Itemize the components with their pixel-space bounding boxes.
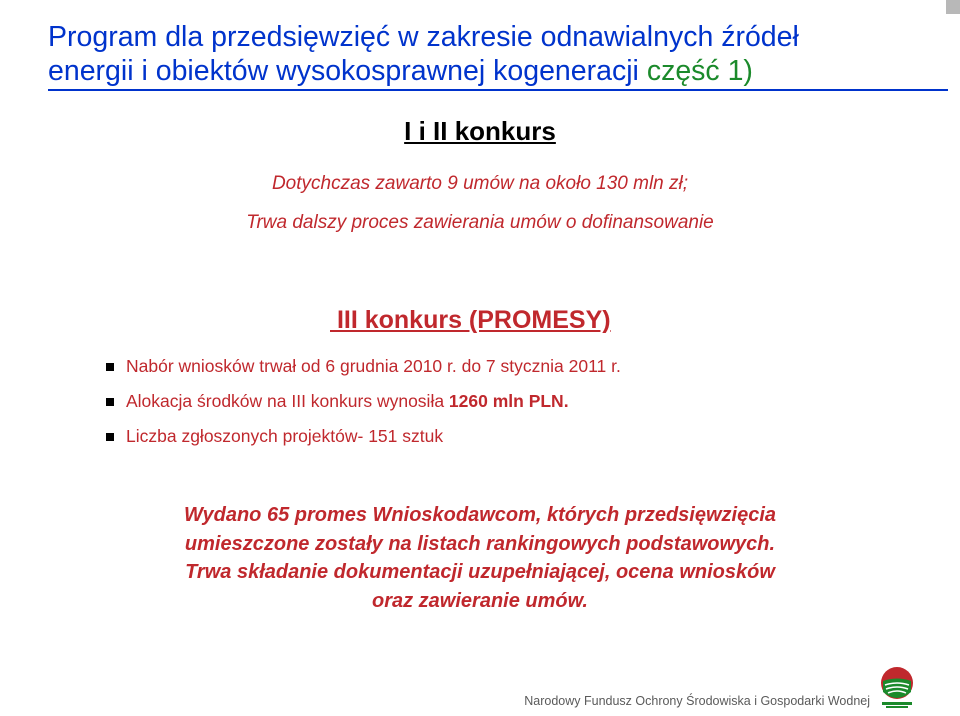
corner-marker <box>946 0 960 14</box>
summary-line: Wydano 65 promes Wnioskodawcom, których przedsięwzięcia <box>183 504 777 526</box>
title-part-label: część 1) <box>646 55 753 87</box>
square-bullet-icon <box>106 363 114 371</box>
bullet-list <box>104 356 621 461</box>
nfosigw-logo-icon <box>878 666 916 710</box>
section-1-line-2: Trwa dalszy proces zawierania umów o dofinansowanie <box>246 212 714 233</box>
title-line-2-main: energii i obiektów wysokosprawnej kogeneracji <box>48 55 647 87</box>
section-1-heading: I i II konkurs <box>404 116 556 146</box>
summary-paragraph <box>0 501 960 615</box>
slide-title <box>48 20 948 91</box>
bullet-text: Liczba zgłoszonych projektów- 151 sztuk <box>126 426 444 446</box>
bullet-item <box>104 426 621 461</box>
bullet-item <box>104 391 621 426</box>
summary-line: oraz zawieranie umów. <box>372 589 588 612</box>
bullet-item <box>104 356 621 391</box>
bullet-bold-text: 1260 mln PLN. <box>448 391 569 411</box>
section-2-heading: III konkurs (PROMESY) <box>330 306 611 334</box>
square-bullet-icon <box>106 398 114 406</box>
title-line-1: Program dla przedsięwzięć w zakresie odnawialnych źródeł <box>48 21 799 53</box>
square-bullet-icon <box>106 433 114 441</box>
summary-line: umieszczone zostały na listach rankingowych podstawowych. <box>184 532 776 555</box>
section-1-line-1: Dotychczas zawarto 9 umów na około 130 mln zł; <box>271 173 689 194</box>
title-line-2 <box>48 54 948 88</box>
bullet-text: Nabór wniosków trwał od 6 grudnia 2010 r. do 7 stycznia 2011 r. <box>126 356 621 376</box>
bullet-text: Alokacja środków na III konkurs wynosiła <box>126 391 449 411</box>
footer-text: Narodowy Fundusz Ochrony Środowiska i Gospodarki Wodnej <box>524 694 870 708</box>
summary-line: Trwa składanie dokumentacji uzupełniającej, ocena wniosków <box>185 561 775 583</box>
